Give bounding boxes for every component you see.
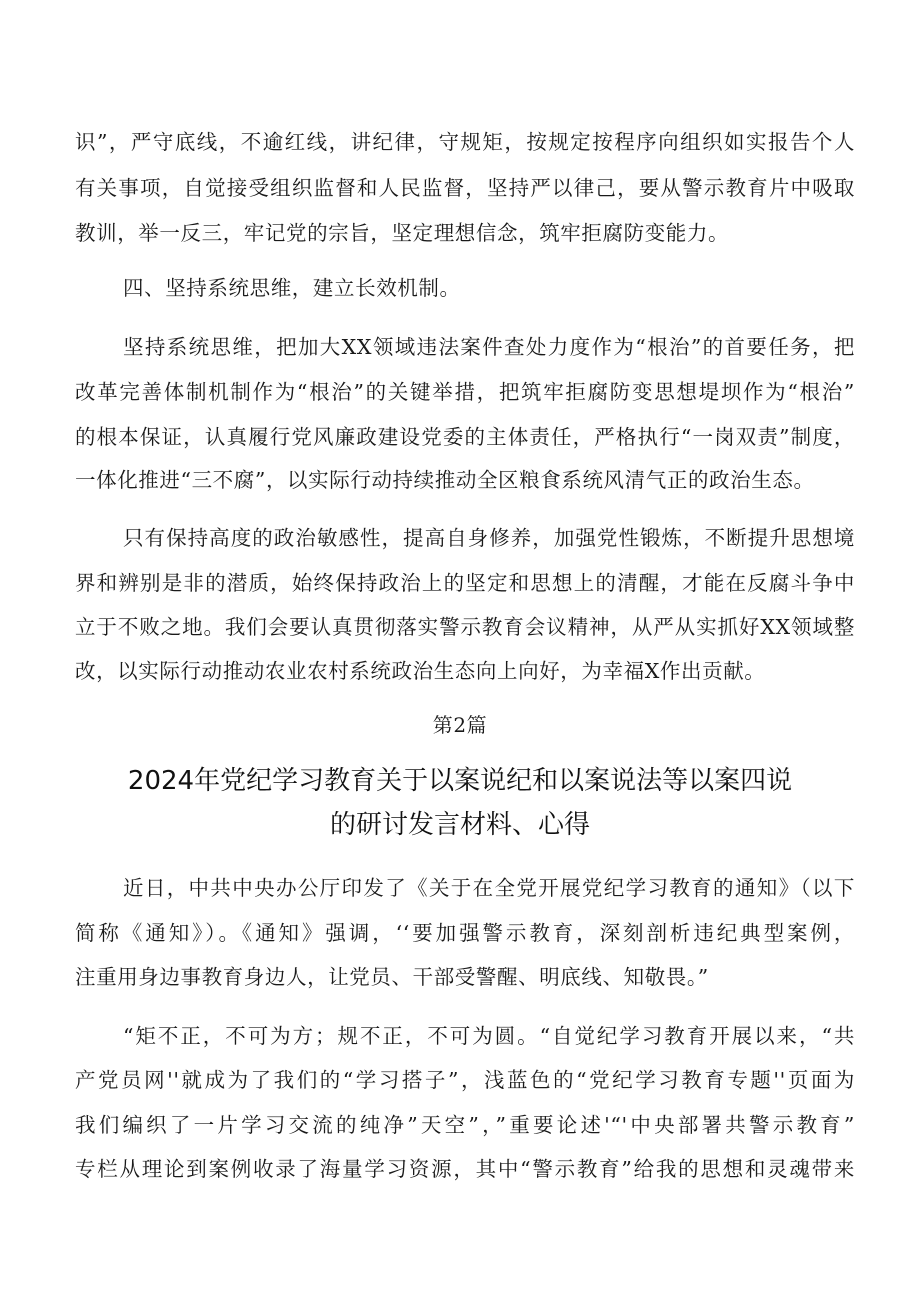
paragraph-line: 坚持系统思维，把加大XX领域违法案件查处力度作为“根治”的首要任务，把: [123, 335, 855, 359]
paragraph-line: 教训，举一反三，牢记党的宗旨，坚定理想信念，筑牢拒腐防变能力。: [75, 221, 730, 245]
paragraph-line: 产党员网''就成为了我们的“学习搭子”，浅蓝色的“党纪学习教育专题''页面为: [75, 1068, 855, 1092]
paragraph-line: 有关事项，自觉接受组织监督和人民监督，坚持严以律己，要从警示教育片中吸取: [75, 176, 855, 200]
paragraph-line: 近日，中共中央办公厅印发了《关于在全党开展党纪学习教育的通知》（以下: [123, 876, 855, 900]
paragraph-line: 我们编织了一片学习交流的纯净”天空”，”重要论述'“'中央部署共警示教育”: [75, 1113, 855, 1137]
paragraph-line: 界和辨别是非的潜质，始终保持政治上的坚定和思想上的清醒，才能在反腐斗争中: [75, 571, 855, 595]
paragraph-line: 立于不败之地。我们会要认真贯彻落实警示教育会议精神，从严从实抓好XX领域整: [75, 615, 855, 639]
article-title: 2024年党纪学习教育关于以案说纪和以案说法等以案四说: [127, 766, 793, 796]
paragraph-line: 的根本保证，认真履行党风廉政建设党委的主体责任，严格执行“一岗双责”制度，: [75, 425, 855, 449]
paragraph-line: 注重用身边事教育身边人，让党员、干部受警醒、明底线、知敬畏。”: [75, 965, 709, 989]
section-label: 第2篇: [432, 713, 488, 737]
paragraph-line: 简称《通知》）。《通知》强调，‘‘要加强警示教育，深刻剖析违纪典型案例，: [75, 921, 855, 945]
paragraph-line: “矩不正，不可为方；规不正，不可为圆。“自觉纪学习教育开展以来，“共: [123, 1024, 855, 1048]
paragraph-line: 专栏从理论到案例收录了海量学习资源，其中“警示教育”给我的思想和灵魂带来: [75, 1157, 855, 1181]
section-heading: 四、坚持系统思维，建立长效机制。: [123, 276, 461, 300]
paragraph-line: 改，以实际行动推动农业农村系统政治生态向上向好，为幸福X作出贡献。: [75, 659, 766, 683]
paragraph-line: 一体化推进“三不腐”，以实际行动持续推动全区粮食系统风清气正的政治生态。: [75, 468, 815, 492]
article-title: 的研讨发言材料、心得: [329, 810, 590, 840]
paragraph-line: 只有保持高度的政治敏感性，提高自身修养，加强党性锻炼，不断提升思想境: [123, 526, 855, 550]
paragraph-line: 改革完善体制机制作为“根治”的关键举措，把筑牢拒腐防变思想堤坝作为“根治”: [75, 380, 855, 404]
paragraph-line: 识”，严守底线，不逾红线，讲纪律，守规矩，按规定按程序向组织如实报告个人: [75, 130, 855, 154]
